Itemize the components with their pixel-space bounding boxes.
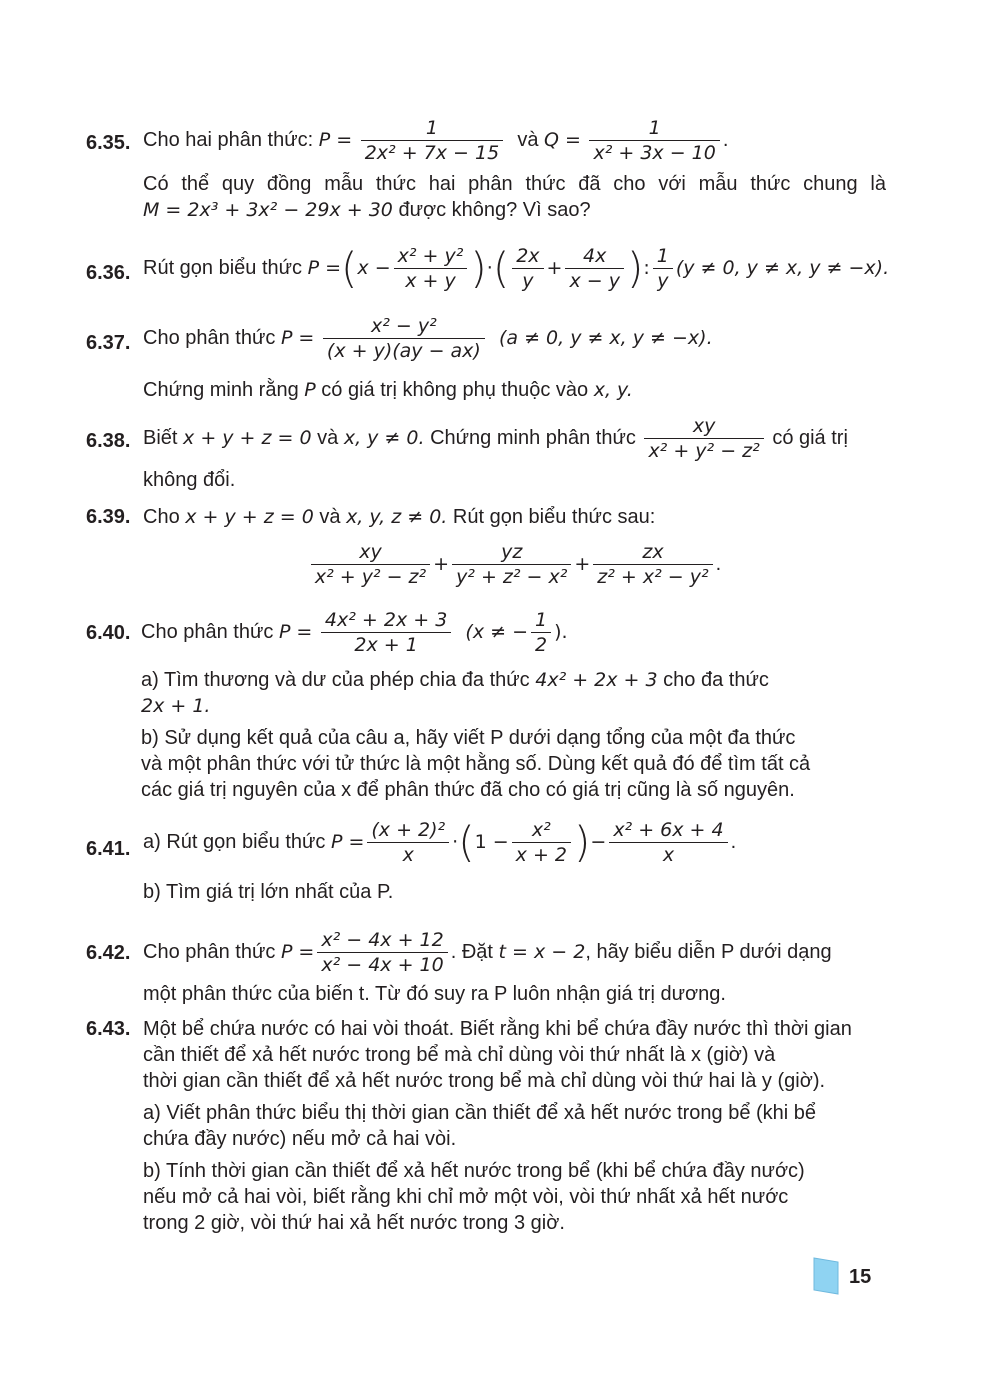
exercise-6-40 [86,608,886,803]
math: (y ≠ 0, y ≠ x, y ≠ −x). [675,256,890,279]
exercise-number: 6.35. [86,132,131,154]
exercise-line: trong 2 giờ, vòi thứ hai xả hết nước trong 3 giờ. [143,1212,565,1234]
exercise-line [143,928,886,977]
numerator: x² − y² [371,315,437,337]
math: x, y. [593,379,633,401]
numerator: 4x [583,245,607,267]
exercise-line: một phân thức của biến t. Từ đó suy ra P luôn nhận giá trị dương. [143,983,726,1005]
denominator: x² − 4x + 10 [317,952,447,977]
denominator: x [367,842,449,867]
exercise-line: 2x + 1. [141,695,211,717]
exercise-line: Rút gọn biểu thức P =(x − $\frac{\text{x² + y²}}{x + y}$ )·( $\frac{2x}{y}$ + $\frac{4x}{x - y}$ ): $\frac{1}{y}$ (y ≠ 0, y ≠ x, y ≠ −x). [143,243,890,293]
denominator: (x + y)(ay − ax) [323,338,485,363]
math: P = [318,128,353,151]
exercise-6-41 [86,818,886,905]
exercise-6-37 [86,314,886,403]
exercise-number: 6.40. [86,622,131,644]
exercise-line: a) Rút gọn biểu thức P = $\frac{\text{(x + 2)²}}{x}$ ·(1 − $\frac{\text{x²}}{x + 2}$ )− $\frac{\text{x² + 6x + 4}}{x}$ . [143,817,737,867]
text: cho đa thức [663,669,769,691]
exercise-line: a) Viết phân thức biểu thị thời gian cần thiết để xả hết nước trong bể (khi bể [143,1102,817,1124]
fraction [644,414,763,463]
text: , hãy biểu diễn P dưới dạng [585,940,832,963]
text: Biết [143,426,178,449]
exercise-6-38 [86,414,886,493]
text: Cho phân thức [143,940,276,963]
exercise-line [143,314,886,363]
numerator: 1 [656,245,669,267]
denominator: x² + 3x − 10 [589,140,719,165]
numerator: 4x² + 2x + 3 [324,609,448,631]
numerator: x² − 4x + 12 [321,929,444,951]
denominator: x − y [565,268,624,293]
exercise-line: không đổi. [143,469,236,491]
exercise-line: cần thiết để xả hết nước trong bể mà chỉ dùng vòi thứ nhất là x (giờ) và [143,1044,776,1066]
exercise-line: Một bể chứa nước có hai vòi thoát. Biết rằng khi bể chứa đầy nước thì thời gian [143,1018,852,1040]
exercise-line [143,414,886,463]
numerator: x² + 6x + 4 [613,819,724,841]
fraction [512,244,543,293]
math: P = [307,256,342,279]
fraction [653,244,673,293]
text: Rút gọn biểu thức sau: [452,506,656,528]
exercise-number: 6.43. [86,1018,131,1040]
exercise-line [143,197,886,223]
exercise-number: 6.38. [86,430,131,452]
denominator: 2x² + 7x − 15 [361,140,503,165]
numerator: yz [501,541,523,563]
exercise-number: 6.37. [86,332,131,354]
text: Cho phân thức [141,620,274,643]
text: Cho hai phân thức: [143,128,314,151]
exercise-line: nếu mở cả hai vòi, biết rằng khi chỉ mở một vòi, vòi thứ nhất xả hết nước [143,1186,789,1208]
page-number: 15 [849,1266,872,1288]
text: Chứng minh phân thức [430,426,636,449]
exercise-number: 6.36. [86,262,131,284]
math: M = 2x³ + 3x² − 29x + 30 [143,199,393,221]
denominator: x² + y² − z² [311,564,430,589]
exercise-line [141,608,886,657]
numerator: x² + y² [397,245,464,267]
text: Cho phân thức [143,326,276,349]
exercise-number: 6.42. [86,942,131,964]
numerator: xy [692,415,716,437]
math: t = x − 2 [498,940,586,963]
exercise-line: Cho hai phân thức: P = $\frac{1}{\text{2x² + 7x − 15}}$ và Q = $\frac{1}{\text{x² + 3x − 10}}$ . [143,117,729,164]
text: a) Tìm thương và dư của phép chia đa thức [141,669,530,691]
math: Q = [544,128,581,151]
text: có giá trị [772,426,848,449]
denominator: y [653,268,673,293]
math: P = [330,830,365,853]
exercise-6-36 [86,243,890,293]
denominator: x² + y² − z² [644,438,763,463]
exercise-number: 6.39. [86,506,131,528]
text: và [317,426,339,449]
numerator: zx [642,541,664,563]
math: x + y + z = 0 [185,506,314,528]
fraction [323,314,485,363]
denominator: y² + z² − x² [452,564,571,589]
text: có giá trị không phụ thuộc vào [321,379,589,401]
numerator: 1 [425,117,438,139]
text: . Đặt [450,940,493,963]
fraction [609,818,727,867]
exercise-line: b) Tìm giá trị lớn nhất của P. [143,881,394,903]
exercise-line: chứa đầy nước) nếu mở cả hai vòi. [143,1128,457,1150]
numerator: 1 [535,609,548,631]
denominator: 2x + 1 [321,632,451,657]
text: Cho [143,506,180,528]
exercise-6-35 [86,116,886,223]
exercise-line [143,504,886,530]
bookmark-tab-icon [812,1256,840,1296]
exercise-line: thời gian cần thiết để xả hết nước trong bể mà chỉ dùng vòi thứ hai là y (giờ). [143,1070,826,1092]
numerator: 2x [516,245,540,267]
math: 1 − [474,830,509,853]
text: Rút gọn biểu thức [143,256,303,279]
exercise-number: 6.41. [86,838,131,860]
math: x, y ≠ 0. [343,426,425,449]
math: 4x² + 2x + 3 [535,669,658,691]
text: a) Rút gọn biểu thức [143,830,326,853]
fraction [589,116,719,165]
display-formula: $\frac{xy}{\text{x² + y² − z²}}$ + $\frac{yz}{\text{y² + z² − x²}}$ + $\frac{zx}{\text{z² + x² − y²}}$ . [143,540,886,589]
exercise-line: các giá trị nguyên của x để phân thức đã cho có giá trị cũng là số nguyên. [141,779,795,801]
math: x − [357,256,391,279]
fraction [361,116,503,165]
math: x, y, z ≠ 0. [346,506,448,528]
math: (x ≠ − [465,620,528,643]
fraction [317,928,447,977]
fraction [531,608,551,657]
denominator: x + 2 [512,842,571,867]
exercise-line: Có thể quy đồng mẫu thức hai phân thức đã cho với mẫu thức chung là [143,173,886,195]
exercise-6-39 [86,504,886,589]
denominator: z² + x² − y² [593,564,712,589]
fraction [593,540,712,589]
exercise-line: và một phân thức với tử thức là một hằng số. Dùng kết quả đó để tìm tất cả [141,753,811,775]
exercise-6-42 [86,928,886,1007]
fraction [367,818,449,867]
text: và [319,506,341,528]
exercise-line [143,377,886,403]
math: ). [554,620,568,643]
math: (a ≠ 0, y ≠ x, y ≠ −x). [498,326,713,349]
text: Chứng minh rằng [143,379,299,401]
denominator: x + y [394,268,468,293]
math: P = [280,326,315,349]
text: được không? Vì sao? [398,199,591,221]
fraction [321,608,451,657]
math: x + y + z = 0 [183,426,312,449]
denominator: y [512,268,543,293]
exercise-line: b) Tính thời gian cần thiết để xả hết nước trong bể (khi bể chứa đầy nước) [143,1160,805,1182]
text: và [517,128,539,151]
math: P = [280,940,315,963]
fraction [311,540,430,589]
math: P [304,379,316,401]
exercise-line: b) Sử dụng kết quả của câu a, hãy viết P dưới dạng tổng của một đa thức [141,727,796,749]
fraction [512,818,571,867]
numerator: x² [531,819,551,841]
exercise-line [141,667,886,693]
denominator: 2 [531,632,551,657]
math: P = [278,620,313,643]
fraction [452,540,571,589]
exercise-6-43 [86,1016,886,1236]
numerator: 1 [648,117,661,139]
numerator: xy [359,541,382,563]
fraction [565,244,624,293]
numerator: (x + 2)² [371,819,446,841]
fraction [394,244,468,293]
denominator: x [609,842,727,867]
